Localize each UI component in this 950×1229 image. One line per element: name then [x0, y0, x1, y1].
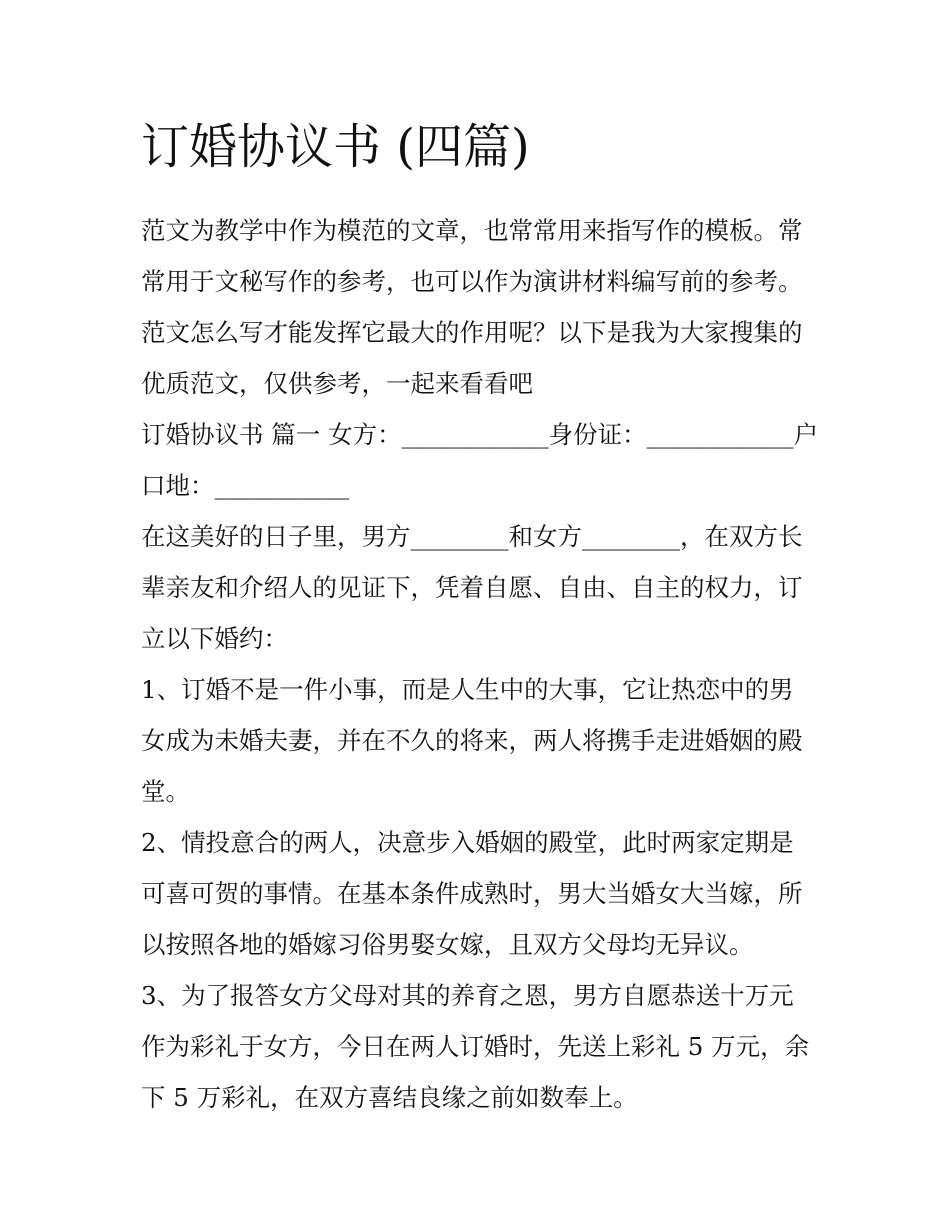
text-line: 女成为未婚夫妻，并在不久的将来，两人将携手走进婚姻的殿	[141, 726, 803, 755]
clause-2-paragraph	[141, 817, 821, 970]
text-line: 下 5 万彩礼，在双方喜结良缘之前如数奉上。	[141, 1083, 638, 1112]
text-line: 作为彩礼于女方，今日在两人订婚时，先送上彩礼 5 万元，余	[141, 1032, 810, 1061]
clause-3-paragraph	[141, 970, 821, 1123]
text-line: 以按照各地的婚嫁习俗男娶女嫁，且双方父母均无异议。	[141, 930, 754, 959]
text-line: 范文怎么写才能发挥它最大的作用呢？以下是我为大家搜集的	[141, 318, 803, 347]
text-line: 口地：___________	[141, 471, 350, 500]
preamble-paragraph	[141, 511, 821, 664]
text-line: 2、情投意合的两人，决意步入婚姻的殿堂，此时两家定期是	[141, 828, 794, 857]
clause-1-paragraph	[141, 664, 821, 817]
text-line: 在这美好的日子里，男方________和女方________，在双方长	[141, 522, 803, 551]
text-line: 常用于文秘写作的参考，也可以作为演讲材料编写前的参考。	[141, 267, 803, 296]
text-line: 优质范文，仅供参考，一起来看看吧	[141, 369, 533, 398]
text-line: 1、订婚不是一件小事，而是人生中的大事，它让热恋中的男	[141, 675, 794, 704]
text-line: 立以下婚约：	[141, 624, 288, 653]
document-body	[141, 205, 821, 1123]
text-line: 辈亲友和介绍人的见证下，凭着自愿、自由、自主的权力，订	[141, 573, 803, 602]
header-paragraph	[141, 409, 821, 511]
intro-paragraph	[141, 205, 821, 409]
page-title: 订婚协议书 (四篇)	[141, 119, 530, 175]
text-line: 可喜可贺的事情。在基本条件成熟时，男大当婚女大当嫁，所	[141, 879, 803, 908]
text-line: 订婚协议书 篇一 女方：____________身份证：____________户	[141, 420, 819, 449]
text-line: 范文为教学中作为模范的文章，也常常用来指写作的模板。常	[141, 216, 803, 245]
text-line: 堂。	[141, 777, 190, 806]
text-line: 3、为了报答女方父母对其的养育之恩，男方自愿恭送十万元	[141, 981, 794, 1010]
